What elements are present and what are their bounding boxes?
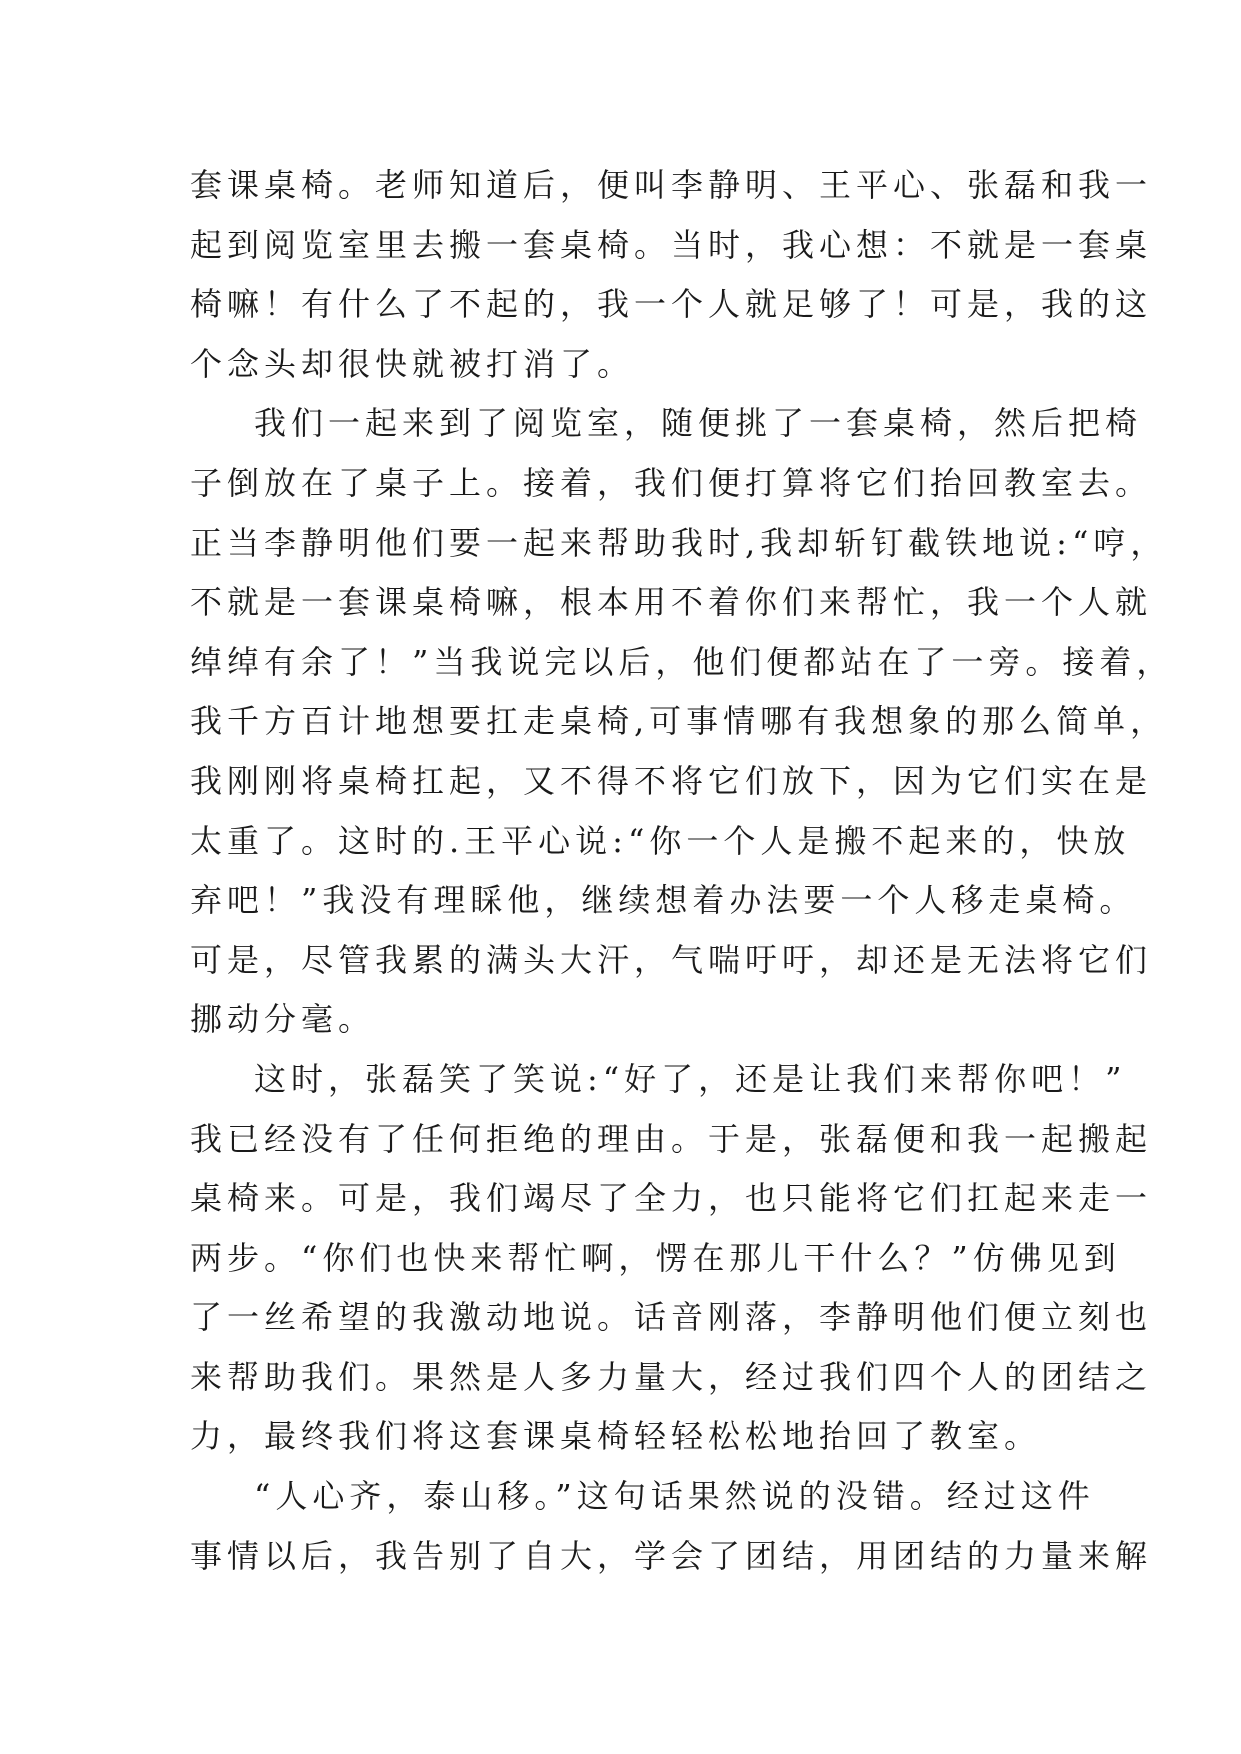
paragraph-first-line: “人心齐，泰山移。”这句话果然说的没错。经过这件 xyxy=(254,1477,1095,1516)
text-line: 我刚刚将桌椅扛起，又不得不将它们放下，因为它们实在是 xyxy=(190,761,1153,800)
text-line: 绰绰有余了！”当我说完以后，他们便都站在了一旁。接着， xyxy=(190,642,1174,681)
text-line: 正当李静明他们要一起来帮助我时,我却斩钉截铁地说:“哼， xyxy=(190,523,1168,562)
body-text xyxy=(190,156,1174,1586)
text-line: 起到阅览室里去搬一套桌椅。当时，我心想：不就是一套桌 xyxy=(190,225,1153,264)
text-line: 弃吧！”我没有理睬他，继续想着办法要一个人移走桌椅。 xyxy=(190,881,1137,920)
paragraph-first-line: 这时，张磊笑了笑说:“好了，还是让我们来帮你吧！” xyxy=(254,1059,1127,1098)
text-line: 挪动分毫。 xyxy=(190,1000,376,1039)
text-line: 事情以后，我告别了自大，学会了团结，用团结的力量来解 xyxy=(190,1536,1153,1575)
text-line: 两步。“你们也快来帮忙啊，愣在那儿干什么？”仿佛见到 xyxy=(190,1238,1121,1277)
text-line: 子倒放在了桌子上。接着，我们便打算将它们抬回教室去。 xyxy=(190,463,1153,502)
text-line: 可是，尽管我累的满头大汗，气喘吁吁，却还是无法将它们 xyxy=(190,940,1153,979)
paragraph-first-line: 我们一起来到了阅览室，随便挑了一套桌椅，然后把椅 xyxy=(254,404,1143,443)
text-line: 力，最终我们将这套课桌椅轻轻松松地抬回了教室。 xyxy=(190,1417,1042,1456)
text-line: 椅嘛！有什么了不起的，我一个人就足够了！可是，我的这 xyxy=(190,285,1153,324)
text-line: 我已经没有了任何拒绝的理由。于是，张磊便和我一起搬起 xyxy=(190,1119,1153,1158)
text-line: 来帮助我们。果然是人多力量大，经过我们四个人的团结之 xyxy=(190,1357,1153,1396)
text-line: 套课桌椅。老师知道后，便叫李静明、王平心、张磊和我一 xyxy=(190,166,1153,204)
text-line: 了一丝希望的我激动地说。话音刚落，李静明他们便立刻也 xyxy=(190,1298,1153,1337)
text-line: 我千方百计地想要扛走桌椅,可事情哪有我想象的那么简单， xyxy=(190,702,1168,741)
text-line: 太重了。这时的.王平心说:“你一个人是搬不起来的，快放 xyxy=(190,821,1131,860)
text-line: 桌椅来。可是，我们竭尽了全力，也只能将它们扛起来走一 xyxy=(190,1179,1153,1218)
text-line: 不就是一套课桌椅嘛，根本用不着你们来帮忙，我一个人就 xyxy=(190,583,1153,622)
text-line: 个念头却很快就被打消了。 xyxy=(190,344,635,383)
